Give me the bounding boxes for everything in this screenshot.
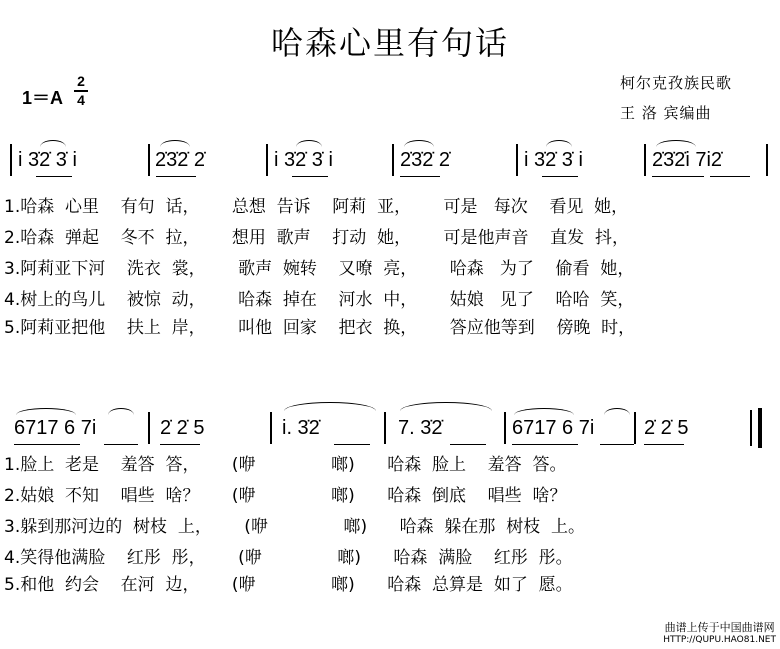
slur-mark — [16, 408, 76, 415]
measure-8: 2̇ 2̇ 5 — [160, 417, 205, 439]
key-signature: 1＝A — [22, 88, 64, 108]
measure-10: 7. 3̇2̇ — [398, 417, 443, 439]
beam-line — [160, 444, 200, 445]
measure-12: 2̇ 2̇ 5 — [644, 417, 689, 439]
barline — [504, 412, 506, 444]
beam-line — [292, 176, 328, 177]
measure-5: i 3̇2̇ 3̇ i — [524, 149, 583, 171]
barline — [266, 144, 268, 176]
beam-line — [334, 444, 370, 445]
measure-1: i 3̇2̇ 3̇ i — [18, 149, 77, 171]
beam-line — [104, 444, 138, 445]
beam-line — [542, 176, 578, 177]
measure-2: 2̇3̇2̇ 2̇ — [155, 149, 206, 171]
beam-line — [400, 176, 440, 177]
lyric-line-2-verse-3: 3.躲到那河边的 树枝 上， (咿 啷) 哈森 躲在那 树枝 上。 — [4, 517, 586, 537]
lyric-line-2-verse-4: 4.笑得他满脸 红彤 彤， (咿 啷) 哈森 满脸 红彤 彤。 — [4, 548, 573, 568]
slur-mark — [546, 140, 572, 147]
measure-4: 2̇3̇2̇ 2̇ — [400, 149, 451, 171]
slur-mark — [604, 408, 630, 415]
site-watermark — [663, 621, 776, 647]
slur-mark — [404, 140, 434, 147]
tie-mark — [400, 402, 492, 411]
lyric-line-2-verse-1: 1.脸上 老是 羞答 答， (咿 啷) 哈森 脸上 羞答 答。 — [4, 455, 567, 475]
final-barline-thick — [758, 408, 762, 448]
barline — [634, 412, 636, 444]
barline — [384, 412, 386, 444]
slur-mark — [108, 408, 134, 415]
barline — [148, 144, 150, 176]
barline — [644, 144, 646, 176]
lyric-line-1-verse-2: 2.哈森 弹起 冬不 拉， 想用 歌声 打动 她， 可是他声音 直发 抖， — [4, 228, 629, 248]
beam-line — [450, 444, 486, 445]
barline — [10, 144, 12, 176]
slur-mark — [656, 140, 696, 147]
source-credit: 柯尔克孜族民歌 — [620, 74, 733, 92]
beam-line — [512, 444, 578, 445]
song-title: 哈森心里有句话 — [270, 24, 509, 62]
lyric-line-1-verse-4: 4.树上的鸟儿 被惊 动， 哈森 掉在 河水 中， 姑娘 见了 哈哈 笑， — [4, 290, 635, 310]
time-signature-bottom: 4 — [77, 92, 85, 108]
beam-line — [644, 444, 684, 445]
barline — [516, 144, 518, 176]
watermark-text: 曲谱上传于中国曲谱网 — [664, 621, 775, 634]
lyric-line-1-verse-5: 5.阿莉亚把他 扶上 岸， 叫他 回家 把衣 换， 答应他等到 傍晚 时， — [4, 318, 636, 338]
lyric-line-1-verse-3: 3.阿莉亚下河 洗衣 裳， 歌声 婉转 又嘹 亮， 哈森 为了 偷看 她， — [4, 259, 635, 279]
beam-line — [14, 444, 80, 445]
beam-line — [156, 176, 196, 177]
slur-mark — [296, 140, 322, 147]
measure-11: 6717 6 7i — [512, 417, 595, 439]
slur-mark — [40, 140, 66, 147]
beam-line — [710, 176, 750, 177]
lyric-line-2-verse-2: 2.姑娘 不知 唱些 啥？ (咿 啷) 哈森 倒底 唱些 啥？ — [4, 486, 567, 506]
watermark-url: HTTP://QUPU.HAO81.NET — [663, 635, 776, 645]
lyric-line-1-verse-1: 1.哈森 心里 有句 话， 总想 告诉 阿莉 亚， 可是 每次 看见 她， — [4, 197, 629, 217]
barline — [148, 412, 150, 444]
barline — [270, 412, 272, 444]
arranger-credit: 王 洛 宾编曲 — [620, 104, 712, 122]
final-barline-thin — [750, 410, 752, 446]
tie-mark — [284, 402, 376, 411]
barline — [766, 144, 768, 176]
measure-3: i 3̇2̇ 3̇ i — [274, 149, 333, 171]
measure-9: i. 3̇2̇ — [282, 417, 320, 439]
slur-mark — [160, 140, 190, 147]
slur-mark — [514, 408, 574, 415]
measure-7: 6717 6 7i — [14, 417, 97, 439]
beam-line — [36, 176, 72, 177]
time-signature — [74, 74, 88, 108]
beam-line — [652, 176, 704, 177]
beam-line — [600, 444, 634, 445]
measure-6: 2̇3̇2̇i 7i2̇ — [652, 149, 723, 171]
time-signature-top: 2 — [77, 73, 85, 89]
lyric-line-2-verse-5: 5.和他 约会 在河 边， (咿 啷) 哈森 总算是 如了 愿。 — [4, 575, 573, 595]
barline — [392, 144, 394, 176]
